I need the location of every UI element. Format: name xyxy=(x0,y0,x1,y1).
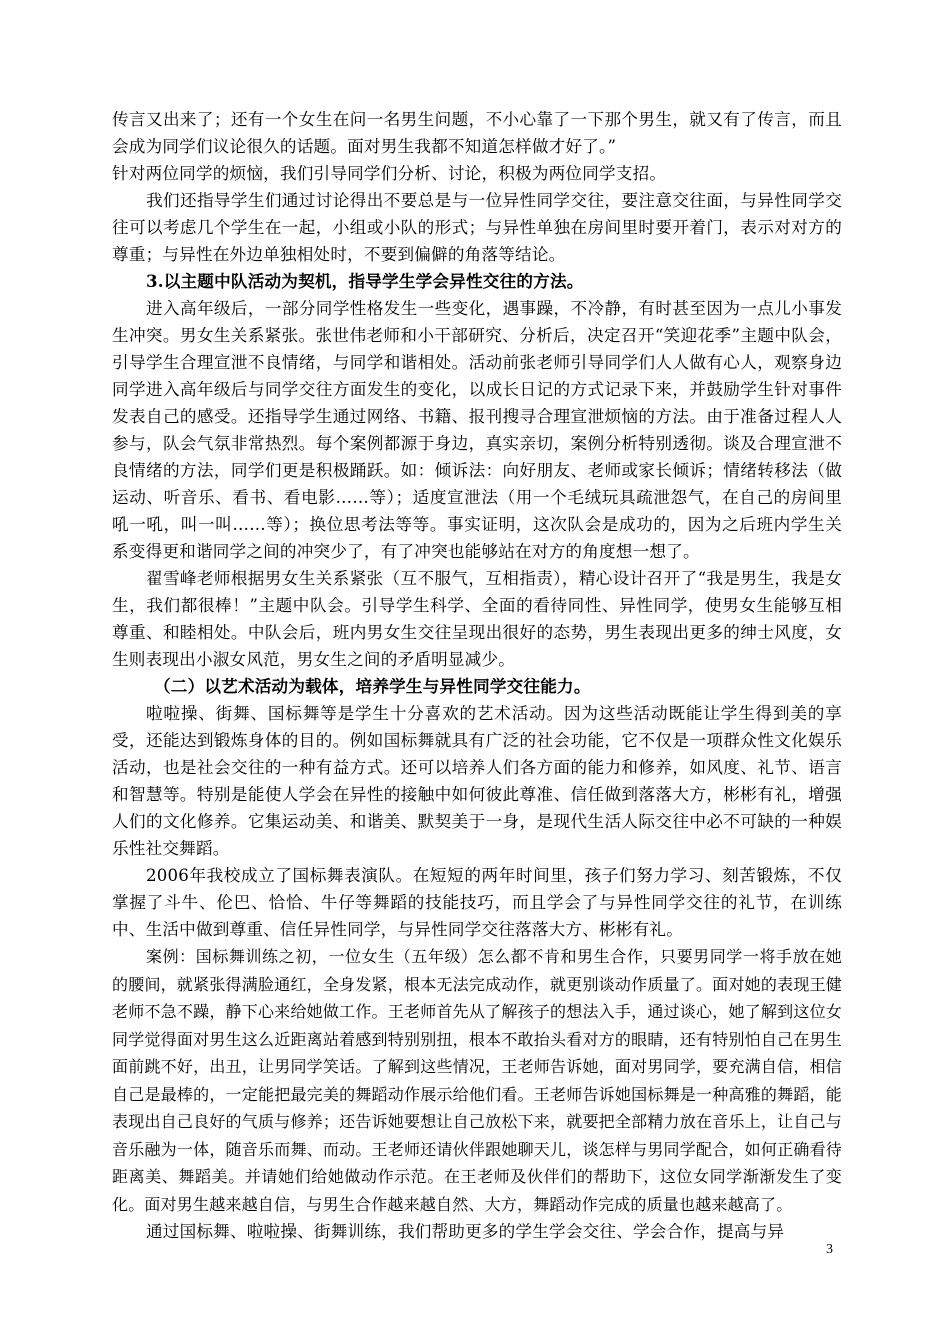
page-number: 3 xyxy=(826,1242,833,1257)
paragraph-conclusion: 通过国标舞、啦啦操、街舞训练，我们帮助更多的学生学会交往、学会合作，提高与异 xyxy=(146,1222,785,1241)
paragraph-team-meeting: 进入高年级后，一部分同学性格发生一些变化，遇事躁，不冷静，有时甚至因为一点儿小事发生冲突。男女生关系紧张。张世伟老师和小干部研究、分析后，决定召开“笑迎花季”主题中队会，引导学生合理宣泄不良情绪，与同学和谐相处。活动前张老师引导同学们人人做有心人，观察身边同学进入高年级后与同学交往方面发生的变化，以成长日记的方式记录下来，并鼓励学生针对事件发表自己的感受。还指导学生通过网络、书籍、报刊搜寻合理宣泄烦恼的方法。由于准备过程人人参与，队会气氛非常热烈。每个案例都源于身边，真实亲切，案例分析特别透彻。谈及合理宣泄不良情绪的方法，同学们更是积极踊跃。如：倾诉法：向好朋友、老师或家长倾诉；情绪转移法（做运动、听音乐、看书、看电影……等）；适度宣泄法（用一个毛绒玩具疏泄怨气，在自己的房间里吼一吼，叫一叫……等）；换位思考法等等。事实证明，这次队会是成功的，因为之后班内学生关系变得更和谐同学之间的冲突少了，有了冲突也能够站在对方的角度想一想了。 xyxy=(112,299,842,561)
paragraph-guidance: 我们还指导学生们通过讨论得出不要总是与一位异性同学交往，要注意交往面，与异性同学交往可以考虑几个学生在一起，小组或小队的形式；与异性单独在房间里时要开着门，表示对对方的尊重；与异性在外边单独相处时，不要到偏僻的角落等结论。 xyxy=(112,191,842,264)
paragraph-continued: 传言又出来了；还有一个女生在问一名男生问题，不小心靠了一下那个男生，就又有了传言，而且会成为同学们议论很久的话题。面对男生我都不知道怎样做才好了。” xyxy=(112,110,842,156)
paragraph-art-activities: 啦啦操、街舞、国标舞等是学生十分喜欢的艺术活动。因为这些活动既能让学生得到美的享受，还能达到锻炼身体的目的。例如国标舞就具有广泛的社会功能，它不仅是一项群众性文化娱乐活动，也是社会交往的一种有益方式。还可以培养人们各方面的能力和修养，如风度、礼节、语言和智慧等。特别是能使人学会在异性的接触中如何彼此尊准、信任做到落落大方，彬彬有礼，增强人们的文化修养。它集运动美、和谐美、默契美于一身，是现代生活人际交往中必不可缺的一种娱乐性社交舞蹈。 xyxy=(112,704,842,858)
paragraph-boys-girls-meeting: 翟雪峰老师根据男女生关系紧张（互不服气，互相指责），精心设计召开了“我是男生，我是女生，我们都很棒！”主题中队会。引导学生科学、全面的看待同性、异性同学，使男女生能够互相尊重、和睦相处。中队会后，班内男女生交往呈现出很好的态势，男生表现出更多的绅士风度，女生则表现出小淑女风范，男女生之间的矛盾明显减少。 xyxy=(112,569,842,669)
section-heading-2: （二）以艺术活动为载体，培养学生与异性同学交往能力。 xyxy=(154,676,591,696)
section-heading-3: 3.以主题中队活动为契机，指导学生学会异性交往的方法。 xyxy=(146,271,584,291)
document-body xyxy=(112,106,842,1245)
paragraph-case-study: 案例：国标舞训练之初，一位女生（五年级）怎么都不肯和男生合作，只要男同学一将手放在她的腰间，就紧张得满脸通红，全身发紧，根本无法完成动作，就更别谈动作质量了。面对她的表现王健老师不急不躁，静下心来给她做工作。王老师首先从了解孩子的想法入手，通过谈心，她了解到这位女同学觉得面对男生这么近距离站着感到特别别扭，根本不敢抬头看对方的眼睛，还有特别怕自己在男生面前跳不好，出丑，让男同学笑话。了解到这些情况，王老师告诉她，面对男同学，要充满自信，相信自己是最棒的，一定能把最完美的舞蹈动作展示给他们看。王老师告诉她国标舞是一种高雅的舞蹈，能表现出自己良好的气质与修养；还告诉她要想让自己放松下来，就要把全部精力放在音乐上，让自己与音乐融为一体，随音乐而舞、而动。王老师还请伙伴跟她聊天儿，谈怎样与男同学配合，如何正确看待距离美、舞蹈美。并请她们给她做动作示范。在王老师及伙伴们的帮助下，这位女同学渐渐发生了变化。面对男生越来越自信，与男生合作越来越自然、大方，舞蹈动作完成的质量也越来越高了。 xyxy=(112,947,842,1214)
paragraph-dance-team: 2006年我校成立了国标舞表演队。在短短的两年时间里，孩子们努力学习、刻苦锻炼，不仅掌握了斗牛、伦巴、恰恰、牛仔等舞蹈的技能技巧，而且学会了与异性同学交往的礼节，在训练中、生活中做到尊重、信任异性同学，与异性同学交往落落大方、彬彬有礼。 xyxy=(112,866,842,939)
paragraph-summary: 针对两位同学的烦恼，我们引导同学们分析、讨论，积极为两位同学支招。 xyxy=(112,164,667,183)
